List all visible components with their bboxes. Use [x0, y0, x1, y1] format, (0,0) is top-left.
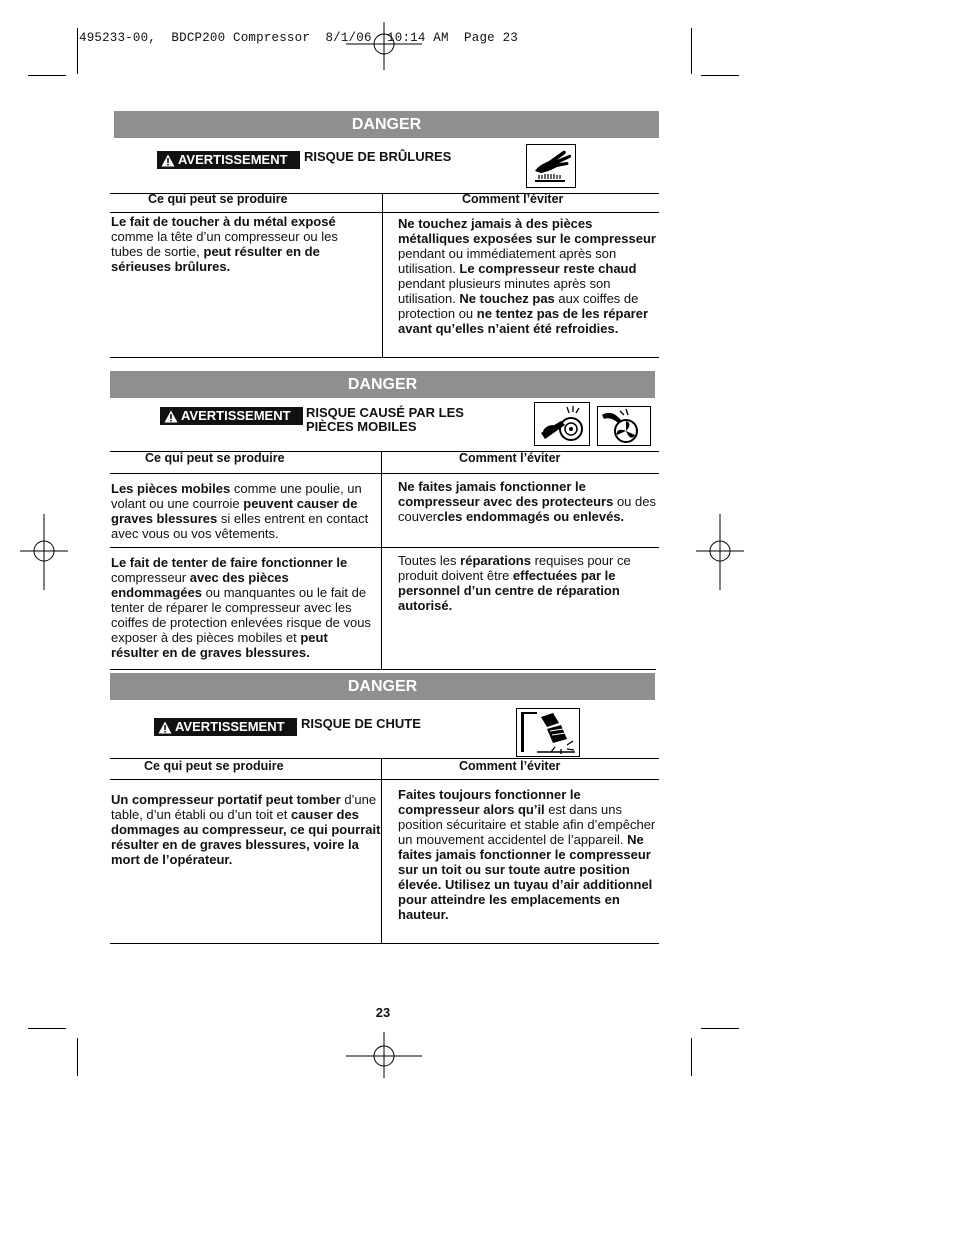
bold-text-run: Le compresseur reste chaud [459, 261, 637, 276]
bold-text-run: Ne faites jamais fonctionner le compresseur avec des protecteurs [398, 479, 614, 509]
bold-text-run: peut résulter en de sérieuses brûlures. [111, 244, 320, 274]
burn-hazard-icon [526, 144, 576, 188]
risk-title-line: RISQUE CAUSÉ PAR LES [306, 405, 464, 420]
warning-triangle-icon [161, 154, 175, 167]
bold-text-run: Un compresseur portatif peut tomber [111, 792, 341, 807]
column-header-what-can-happen: Ce qui peut se produire [145, 451, 285, 465]
risk-title-line: RISQUE DE CHUTE [301, 716, 421, 731]
text-run: si elles entrent en contact avec vous ou vos vêtements. [111, 511, 369, 541]
text-run: pendant ou immédiatement après son utilisation. [398, 246, 617, 276]
bold-text-run: Les pièces mobiles [111, 481, 231, 496]
column-header-how-to-avoid: Comment l’éviter [459, 451, 561, 465]
danger-band: DANGER [110, 673, 655, 700]
hazard-description [111, 792, 381, 867]
bold-text-run: Ne touchez pas [459, 291, 555, 306]
bold-text-run: effectuées par le personnel d’un centre de réparation autorisé. [398, 568, 620, 613]
table-rule [110, 212, 659, 213]
bold-text-run: Ne touchez jamais à des pièces métalliques exposées sur le compresseur [398, 216, 656, 246]
text-run: d’une table, d’un établi ou d’un toit et [111, 792, 377, 822]
bold-text-run: Le fait de tenter de faire fonctionner le [111, 555, 348, 570]
text-run: comme une poulie, un volant ou une courroie [111, 481, 362, 511]
hazard-description [111, 481, 381, 541]
column-header-what-can-happen: Ce qui peut se produire [144, 759, 284, 773]
column-header-what-can-happen: Ce qui peut se produire [148, 192, 288, 206]
text-run: pendant plusieurs minutes après son utilisation. [398, 276, 611, 306]
hazard-description [111, 555, 373, 660]
registration-mark-right [696, 514, 744, 590]
risk-title [304, 150, 451, 164]
text-run: comme la tête d’un compresseur ou les tubes de sortie, [111, 229, 338, 259]
registration-mark-bottom [346, 1032, 422, 1078]
text-run: compresseur [111, 570, 190, 585]
hazard-description [111, 214, 373, 274]
bold-text-run: Faites toujours fonctionner le compresseur alors qu’il [398, 787, 581, 817]
bold-text-run: Le fait de toucher à du métal exposé [111, 214, 336, 229]
bold-text-run: cles endommagés ou enlevés. [437, 509, 625, 524]
table-rule [110, 473, 659, 474]
risk-title [306, 406, 464, 434]
warning-badge-label: AVERTISSEMENT [178, 152, 288, 167]
risk-title-line: RISQUE DE BRÛLURES [304, 149, 452, 164]
table-rule [110, 779, 659, 780]
print-slug: 495233-00, BDCP200 Compressor 8/1/06 10:14 AM Page 23 [79, 31, 518, 45]
warning-triangle-icon [164, 410, 178, 423]
bold-text-run: avec des pièces endommagées [111, 570, 289, 600]
text-run: ou manquantes ou le fait de tenter de réparer le compresseur avec les coiffes de protection enlevées risque de vous exposer à des pièces mobiles et [111, 585, 371, 645]
table-rule [110, 943, 659, 944]
registration-mark-top [346, 22, 422, 70]
text-run: Toutes les [398, 553, 461, 568]
falling-object-icon [516, 708, 580, 757]
table-divider [382, 193, 383, 357]
warning-badge-label: AVERTISSEMENT [181, 408, 291, 423]
table-rule [110, 547, 659, 548]
warning-badge [160, 407, 303, 425]
prevention-description [398, 479, 660, 524]
bold-text-run: Ne faites jamais fonctionner le compresseur sur un toit ou sur toute autre position élevée. Utilisez un tuyau d’air additionnel pour atteindre les emplacements en hauteur. [398, 832, 653, 922]
warning-badge [154, 718, 297, 736]
bold-text-run: causer des dommages au compresseur, ce qui pourrait résulter en de graves blessures, voire la mort de l’opérateur. [111, 807, 381, 867]
table-divider [381, 758, 382, 943]
bold-text-run: peuvent causer de graves blessures [111, 496, 358, 526]
column-header-how-to-avoid: Comment l’éviter [462, 192, 564, 206]
risk-title-line: PIÈCES MOBILES [306, 419, 417, 434]
risk-title [301, 717, 421, 731]
fan-hazard-icon [597, 406, 651, 446]
text-run: est dans uns position sécuritaire et stable afin d’empêcher un mouvement accidentel de l’appareil. [398, 802, 656, 847]
table-rule [110, 669, 656, 670]
table-rule [110, 357, 659, 358]
pulley-hazard-icon [534, 402, 590, 446]
bold-text-run: ne tentez pas de les réparer avant qu’elles n’aient été refroidies. [398, 306, 649, 336]
text-run: ou des couver [398, 494, 656, 524]
warning-badge [157, 151, 300, 169]
table-divider [381, 451, 382, 669]
warning-triangle-icon [158, 721, 172, 734]
prevention-description [398, 787, 664, 922]
registration-mark-left [20, 514, 68, 590]
danger-band: DANGER [114, 111, 659, 138]
page-number: 23 [375, 1005, 391, 1020]
prevention-description [398, 553, 660, 613]
column-header-how-to-avoid: Comment l’éviter [459, 759, 561, 773]
warning-badge-label: AVERTISSEMENT [175, 719, 285, 734]
bold-text-run: réparations [460, 553, 531, 568]
bold-text-run: peut résulter en de graves blessures. [111, 630, 328, 660]
text-run: aux coiffes de protection ou [398, 291, 639, 321]
danger-band: DANGER [110, 371, 655, 398]
text-run: requises pour ce produit doivent être [398, 553, 631, 583]
prevention-description [398, 216, 664, 336]
